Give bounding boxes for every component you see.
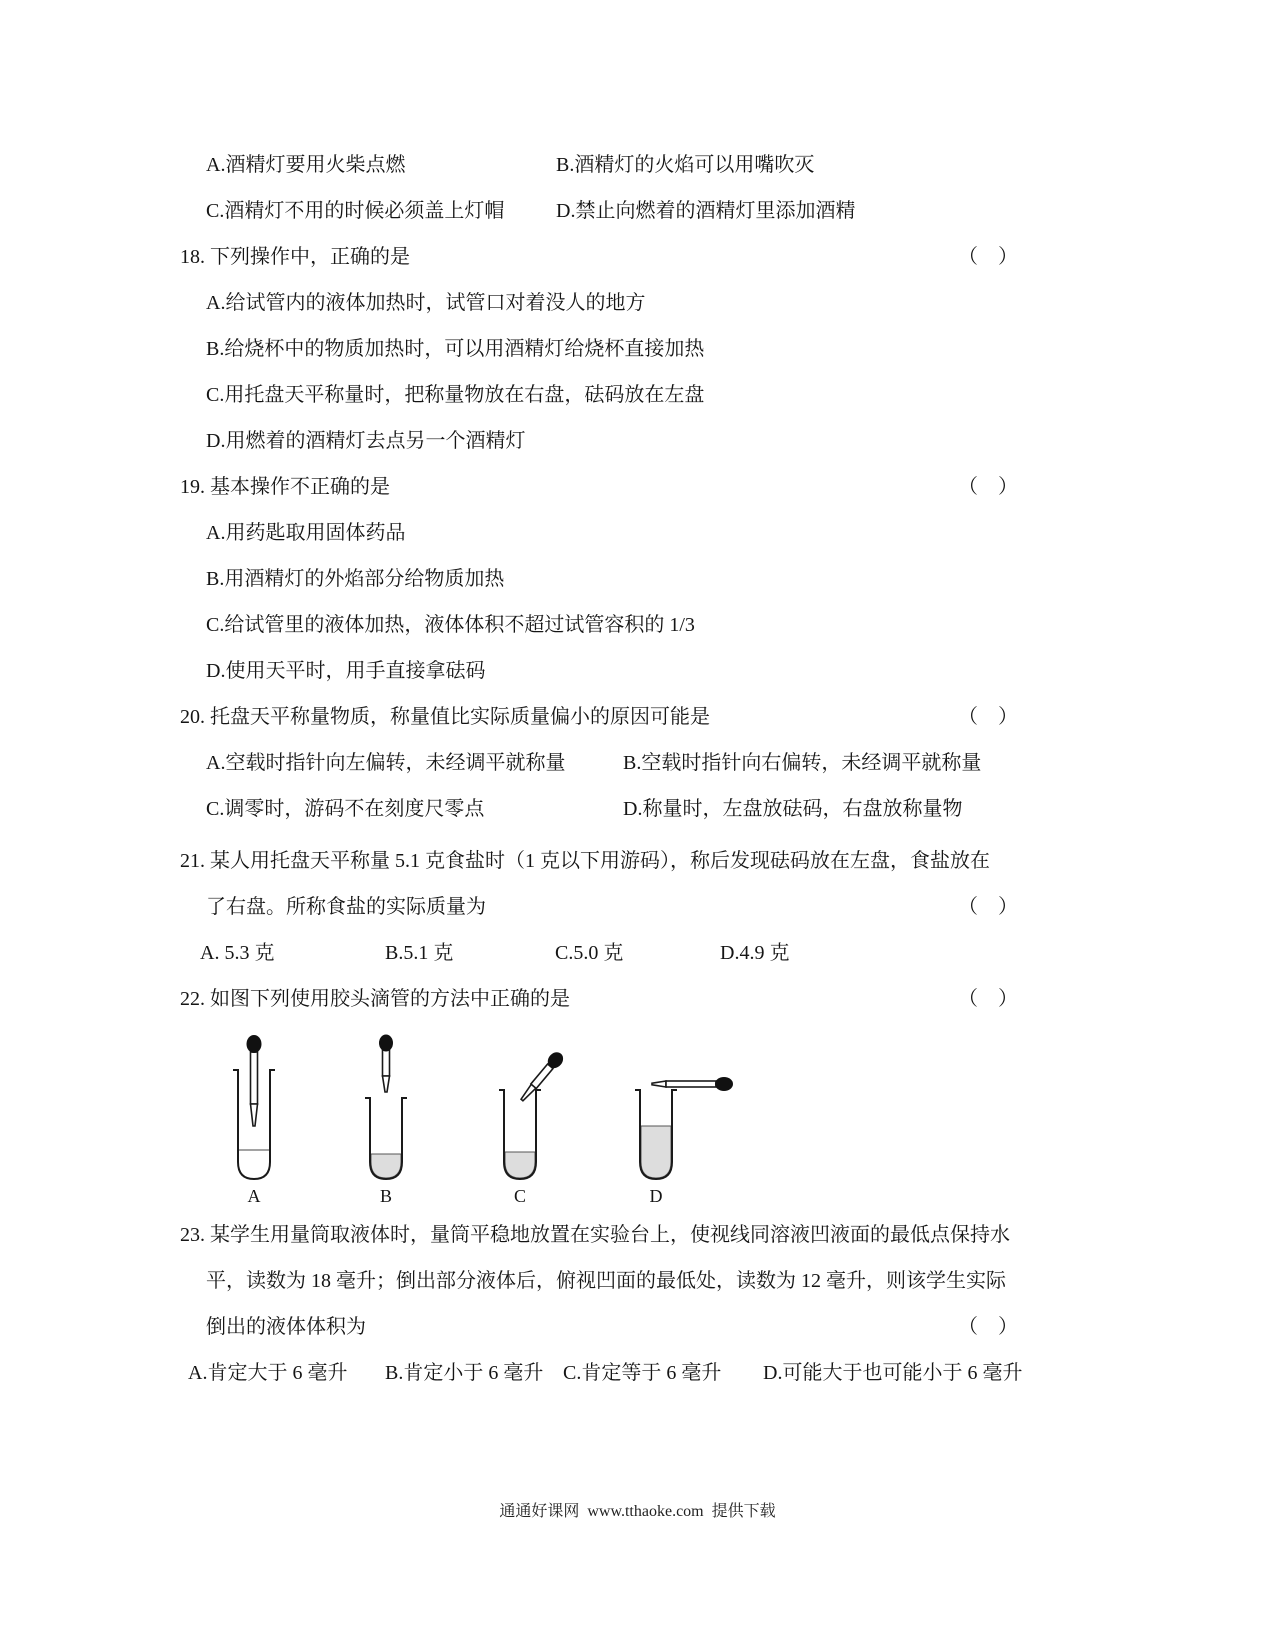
q23-option-c: C.肯定等于 6 毫升 <box>563 1362 722 1384</box>
test-tube-icon <box>365 1098 407 1179</box>
figure-c <box>472 1034 572 1208</box>
q23-options-row <box>180 1350 1090 1396</box>
q17-options-row-2 <box>180 188 1090 234</box>
q23-stem-line-3-row <box>180 1304 1090 1350</box>
q21-stem-line-1: 21. 某人用托盘天平称量 5.1 克食盐时（1 克以下用游码），称后发现砝码放在左盘，食盐放在 <box>180 850 990 872</box>
question-19 <box>180 464 1090 694</box>
test-tube-icon <box>635 1090 677 1179</box>
q20-stem-row <box>180 694 1090 740</box>
q19-option-a: A.用药匙取用固体药品 <box>206 522 406 544</box>
q20-option-b: B.空载时指针向右偏转，未经调平就称量 <box>623 752 982 774</box>
q21-option-a: A. 5.3 克 <box>200 942 275 964</box>
tilted-dropper-illustration <box>472 1034 572 1184</box>
figure-a-label: A <box>247 1186 261 1206</box>
q21-options-row <box>180 930 1090 976</box>
question-23 <box>180 1212 1090 1396</box>
q22-stem-row <box>180 976 1090 1022</box>
q20-options-row-2 <box>180 786 1090 832</box>
q21-stem-line-2-row <box>180 884 1090 930</box>
q18-answer-bracket: （ ） <box>958 246 1018 268</box>
q20-option-c: C.调零时，游码不在刻度尺零点 <box>206 798 485 820</box>
q17-option-b: B.酒精灯的火焰可以用嘴吹灭 <box>556 154 815 176</box>
question-20 <box>180 694 1090 832</box>
page-footer: 通通好课网 www.tthaoke.com 提供下载 <box>499 1503 776 1520</box>
q20-options-row-1 <box>180 740 1090 786</box>
question-22 <box>180 976 1090 1212</box>
q20-answer-bracket: （ ） <box>958 706 1018 728</box>
question-18 <box>180 234 1090 464</box>
figure-b <box>340 1034 432 1208</box>
q23-answer-bracket: （ ） <box>958 1316 1018 1338</box>
dropper-icon <box>379 1035 393 1093</box>
test-tube-icon <box>499 1090 541 1179</box>
q19-option-b: B.用酒精灯的外焰部分给物质加热 <box>206 568 505 590</box>
q18-stem: 18. 下列操作中，正确的是 <box>180 246 410 268</box>
q23-stem-line-2: 平，读数为 18 毫升；倒出部分液体后，俯视凹面的最低处，读数为 12 毫升，则该学生实际 <box>206 1270 1006 1292</box>
q17-option-a: A.酒精灯要用火柴点燃 <box>206 154 406 176</box>
q21-option-d: D.4.9 克 <box>720 942 790 964</box>
q21-answer-bracket: （ ） <box>958 896 1018 918</box>
q17-options-row-1 <box>180 142 1090 188</box>
q18-option-a: A.给试管内的液体加热时，试管口对着没人的地方 <box>206 292 646 314</box>
q21-option-b: B.5.1 克 <box>385 942 454 964</box>
dropper-in-tube-illustration <box>208 1034 300 1184</box>
q23-option-a: A.肯定大于 6 毫升 <box>188 1362 348 1384</box>
q19-option-c: C.给试管里的液体加热，液体体积不超过试管容积的 1/3 <box>206 614 695 636</box>
q20-option-d: D.称量时，左盘放砝码，右盘放称量物 <box>623 798 963 820</box>
dropper-icon <box>247 1035 262 1126</box>
q17-option-c: C.酒精灯不用的时候必须盖上灯帽 <box>206 200 505 222</box>
q23-stem-line-1: 23. 某学生用量筒取液体时，量筒平稳地放置在实验台上，使视线同溶液凹液面的最低点保持水 <box>180 1224 1010 1246</box>
figure-b-label: B <box>379 1186 392 1206</box>
question-21 <box>180 838 1090 976</box>
q20-stem: 20. 托盘天平称量物质，称量值比实际质量偏小的原因可能是 <box>180 706 710 728</box>
q22-figures <box>180 1022 1090 1212</box>
dropper-icon <box>652 1077 733 1091</box>
dropper-icon <box>517 1049 567 1104</box>
q19-option-d: D.使用天平时，用手直接拿砝码 <box>206 660 486 682</box>
q23-option-b: B.肯定小于 6 毫升 <box>385 1362 544 1384</box>
q18-option-d: D.用燃着的酒精灯去点另一个酒精灯 <box>206 430 526 452</box>
q22-stem: 22. 如图下列使用胶头滴管的方法中正确的是 <box>180 988 570 1010</box>
dropper-above-tube-illustration <box>340 1034 432 1184</box>
figure-c-label: C <box>513 1186 526 1206</box>
horizontal-dropper-illustration <box>612 1034 752 1184</box>
q21-stem-line-2: 了右盘。所称食盐的实际质量为 <box>206 896 486 918</box>
figure-d-label: D <box>649 1186 663 1206</box>
q23-stem-line-3: 倒出的液体体积为 <box>206 1316 366 1338</box>
q18-stem-row <box>180 234 1090 280</box>
q22-answer-bracket: （ ） <box>958 988 1018 1010</box>
q18-option-c: C.用托盘天平称量时，把称量物放在右盘，砝码放在左盘 <box>206 384 705 406</box>
q19-stem: 19. 基本操作不正确的是 <box>180 476 390 498</box>
q21-option-c: C.5.0 克 <box>555 942 624 964</box>
q19-answer-bracket: （ ） <box>958 476 1018 498</box>
q19-stem-row <box>180 464 1090 510</box>
question-17 <box>180 142 1090 234</box>
q18-option-b: B.给烧杯中的物质加热时，可以用酒精灯给烧杯直接加热 <box>206 338 705 360</box>
figure-a <box>208 1034 300 1208</box>
q23-option-d: D.可能大于也可能小于 6 毫升 <box>763 1362 1023 1384</box>
q17-option-d: D.禁止向燃着的酒精灯里添加酒精 <box>556 200 856 222</box>
q20-option-a: A.空载时指针向左偏转，未经调平就称量 <box>206 752 566 774</box>
figure-d <box>612 1034 752 1208</box>
